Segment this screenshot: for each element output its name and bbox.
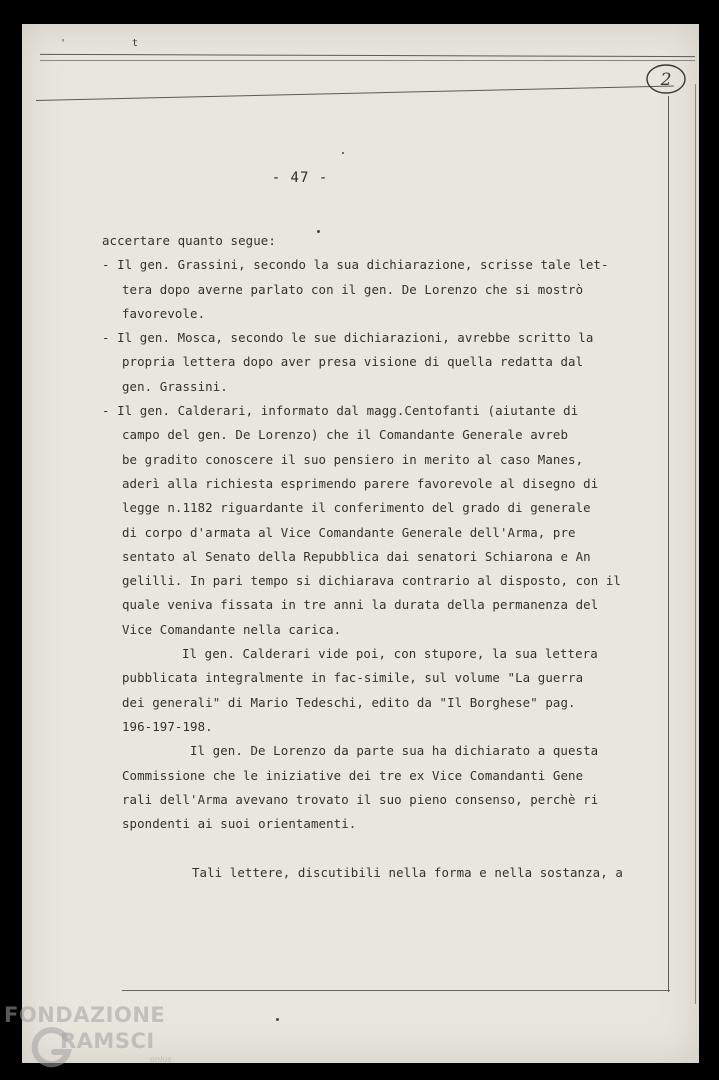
text-line: spondenti ai suoi orientamenti.	[122, 816, 357, 832]
text-line: Il gen. Calderari vide poi, con stupore, la sua lettera	[182, 646, 598, 662]
page-number: - 47 -	[271, 170, 329, 186]
watermark-suffix: onlus	[150, 1055, 172, 1064]
ink-speck	[276, 1018, 279, 1021]
text-line: 196-197-198.	[122, 718, 213, 734]
text-line: - Il gen. Mosca, secondo le sue dichiarazioni, avrebbe scritto la	[102, 330, 594, 346]
header-marks: ' t	[60, 38, 169, 49]
corner-mark-text: 2	[660, 70, 672, 90]
text-line: rali dell'Arma avevano trovato il suo pieno consenso, perchè ri	[122, 791, 599, 807]
text-line: di corpo d'armata al Vice Comandante Generale dell'Arma, pre	[122, 524, 576, 540]
text-line: aderì alla richiesta esprimendo parere favorevole al disegno di	[122, 475, 599, 491]
top-rule-secondary	[40, 60, 695, 61]
text-line: - Il gen. Grassini, secondo la sua dichiarazione, scrisse tale let-	[102, 257, 609, 273]
right-margin-line	[668, 96, 669, 992]
document-body	[102, 229, 623, 885]
text-line: Commissione che le iniziative dei tre ex Vice Comandanti Gene	[122, 767, 584, 783]
text-line: legge n.1182 riguardante il conferimento del grado di generale	[122, 500, 591, 516]
right-edge-line	[695, 84, 696, 1004]
text-line: Il gen. De Lorenzo da parte sua ha dichiarato a questa	[190, 743, 599, 759]
document-page	[22, 24, 699, 1063]
text-line: gen. Grassini.	[122, 378, 228, 394]
bottom-rule	[122, 990, 670, 991]
text-line: be gradito conoscere il suo pensiero in merito al caso Manes,	[122, 451, 584, 467]
text-line-blank	[102, 836, 572, 860]
watermark-line-1: FONDAZIONE	[4, 1003, 166, 1027]
text-line: sentato al Senato della Repubblica dai senatori Schiarona e An	[122, 548, 591, 564]
text-line: propria lettera dopo aver presa visione di quella redatta dal	[122, 354, 584, 370]
text-line: tera dopo averne parlato con il gen. De Lorenzo che si mostrò	[122, 281, 584, 297]
text-line: favorevole.	[122, 305, 206, 321]
ink-speck	[342, 152, 344, 154]
text-line: Vice Comandante nella carica.	[122, 621, 342, 637]
text-line: accertare quanto segue:	[102, 233, 276, 248]
handwritten-page-mark-icon	[644, 62, 688, 96]
text-line: dei generali" di Mario Tedeschi, edito da "Il Borghese" pag.	[122, 694, 576, 710]
text-line: - Il gen. Calderari, informato dal magg.Centofanti (aiutante di	[102, 403, 579, 419]
text-line: Tali lettere, discutibili nella forma e nella sostanza, a	[192, 864, 623, 880]
margin-rule	[36, 86, 674, 101]
text-line: gelilli. In pari tempo si dichiarava contrario al disposto, con il	[122, 573, 621, 589]
fondazione-gramsci-watermark	[4, 1000, 184, 1080]
text-line: campo del gen. De Lorenzo) che il Comandante Generale avreb	[122, 427, 569, 443]
text-line: pubblicata integralmente in fac-simile, sul volume "La guerra	[122, 670, 584, 686]
watermark-line-2: RAMSCI	[60, 1029, 155, 1053]
top-rule	[40, 54, 695, 57]
text-line: quale veniva fissata in tre anni la durata della permanenza del	[122, 597, 599, 613]
